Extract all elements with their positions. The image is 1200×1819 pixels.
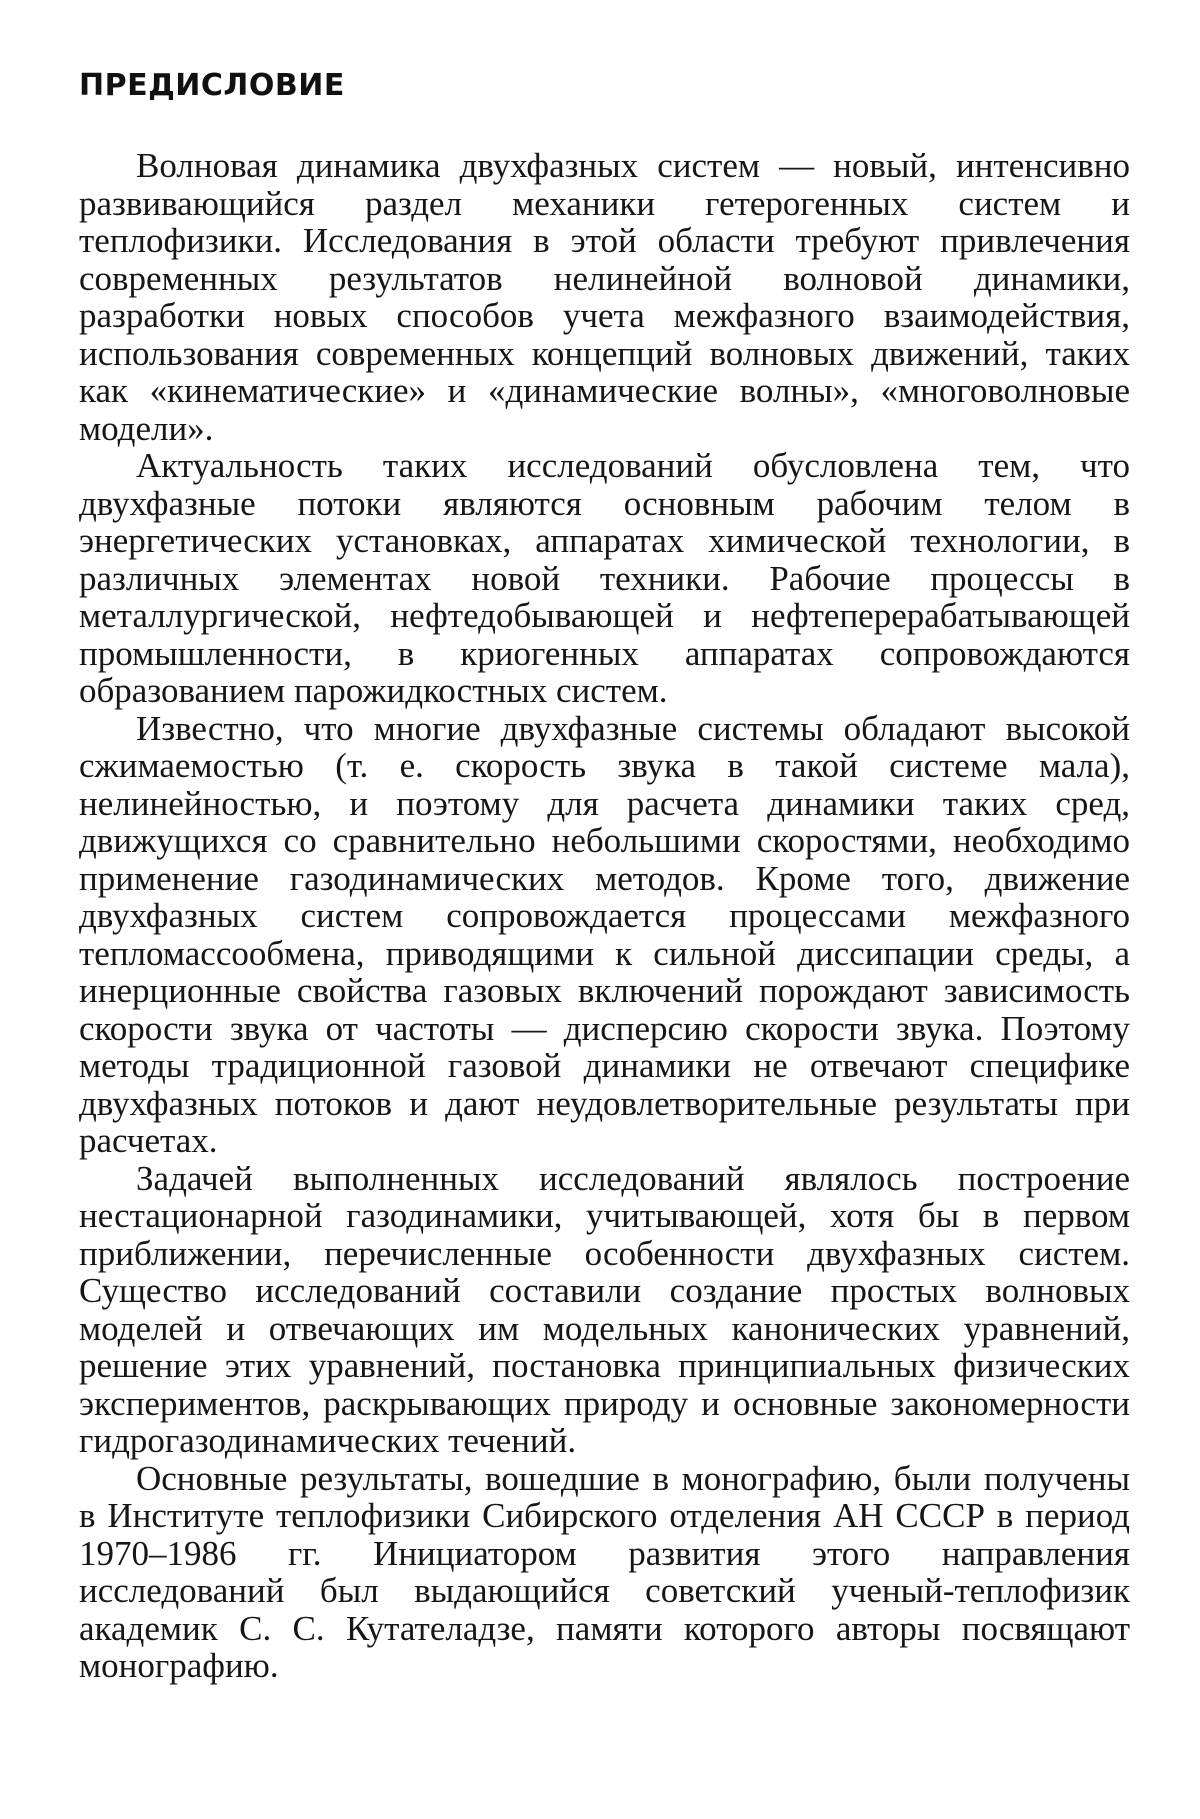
paragraph-2: Актуальность таких исследований обусловлена тем, что двухфазные потоки являются основным рабочим телом в энергетических установках, аппаратах химической технологии, в различных элементах новой техники. Рабочие процессы в металлургической, нефтедобывающей и нефтеперерабатывающей промышленности, в криогенных аппаратах сопровождаются образованием парожидкостных систем. [79,446,1130,710]
page-heading: ПРЕДИСЛОВИЕ [79,68,345,103]
paragraph-3: Известно, что многие двухфазные системы обладают высокой сжимаемостью (т. е. скорость звука в такой системе мала), нелинейностью, и поэтому для расчета динамики таких сред, движущихся со сравнительно небольшими скоростями, необходимо применение газодинамических методов. Кроме того, движение двухфазных систем сопровождается процессами межфазного тепломассообмена, приводящими к сильной диссипации среды, а инерционные свойства газовых включений порождают зависимость скорости звука от частоты — дисперсию скорости звука. Поэтому методы традиционной газовой динамики не отвечают специфике двухфазных потоков и дают неудовлетворительные результаты при расчетах. [79,708,1130,1160]
preface-text [79,147,1130,1685]
paragraph-1: Волновая динамика двухфазных систем — новый, интенсивно развивающийся раздел механики гетерогенных систем и теплофизики. Исследования в этой области требуют привлечения современных результатов нелинейной волновой динамики, разработки новых способов учета межфазного взаимодействия, использования современных концепций волновых движений, таких как «кинематические» и «динамические волны», «многоволновые модели». [79,146,1130,448]
paragraph-5: Основные результаты, вошедшие в монографию, были получены в Институте теплофизики Сибирского отделения АН СССР в период 1970–1986 гг. Инициатором развития этого направления исследований был выдающийся советский ученый-теплофизик академик С. С. Кутателадзе, памяти которого авторы посвящают монографию. [79,1458,1130,1685]
paragraph-4: Задачей выполненных исследований являлось построение нестационарной газодинамики, учитывающей, хотя бы в первом приближении, перечисленные особенности двухфазных систем. Существо исследований составили создание простых волновых моделей и отвечающих им модельных канонических уравнений, решение этих уравнений, постановка принципиальных физических экспериментов, раскрывающих природу и основные закономерности гидрогазодинамических течений. [79,1158,1130,1460]
